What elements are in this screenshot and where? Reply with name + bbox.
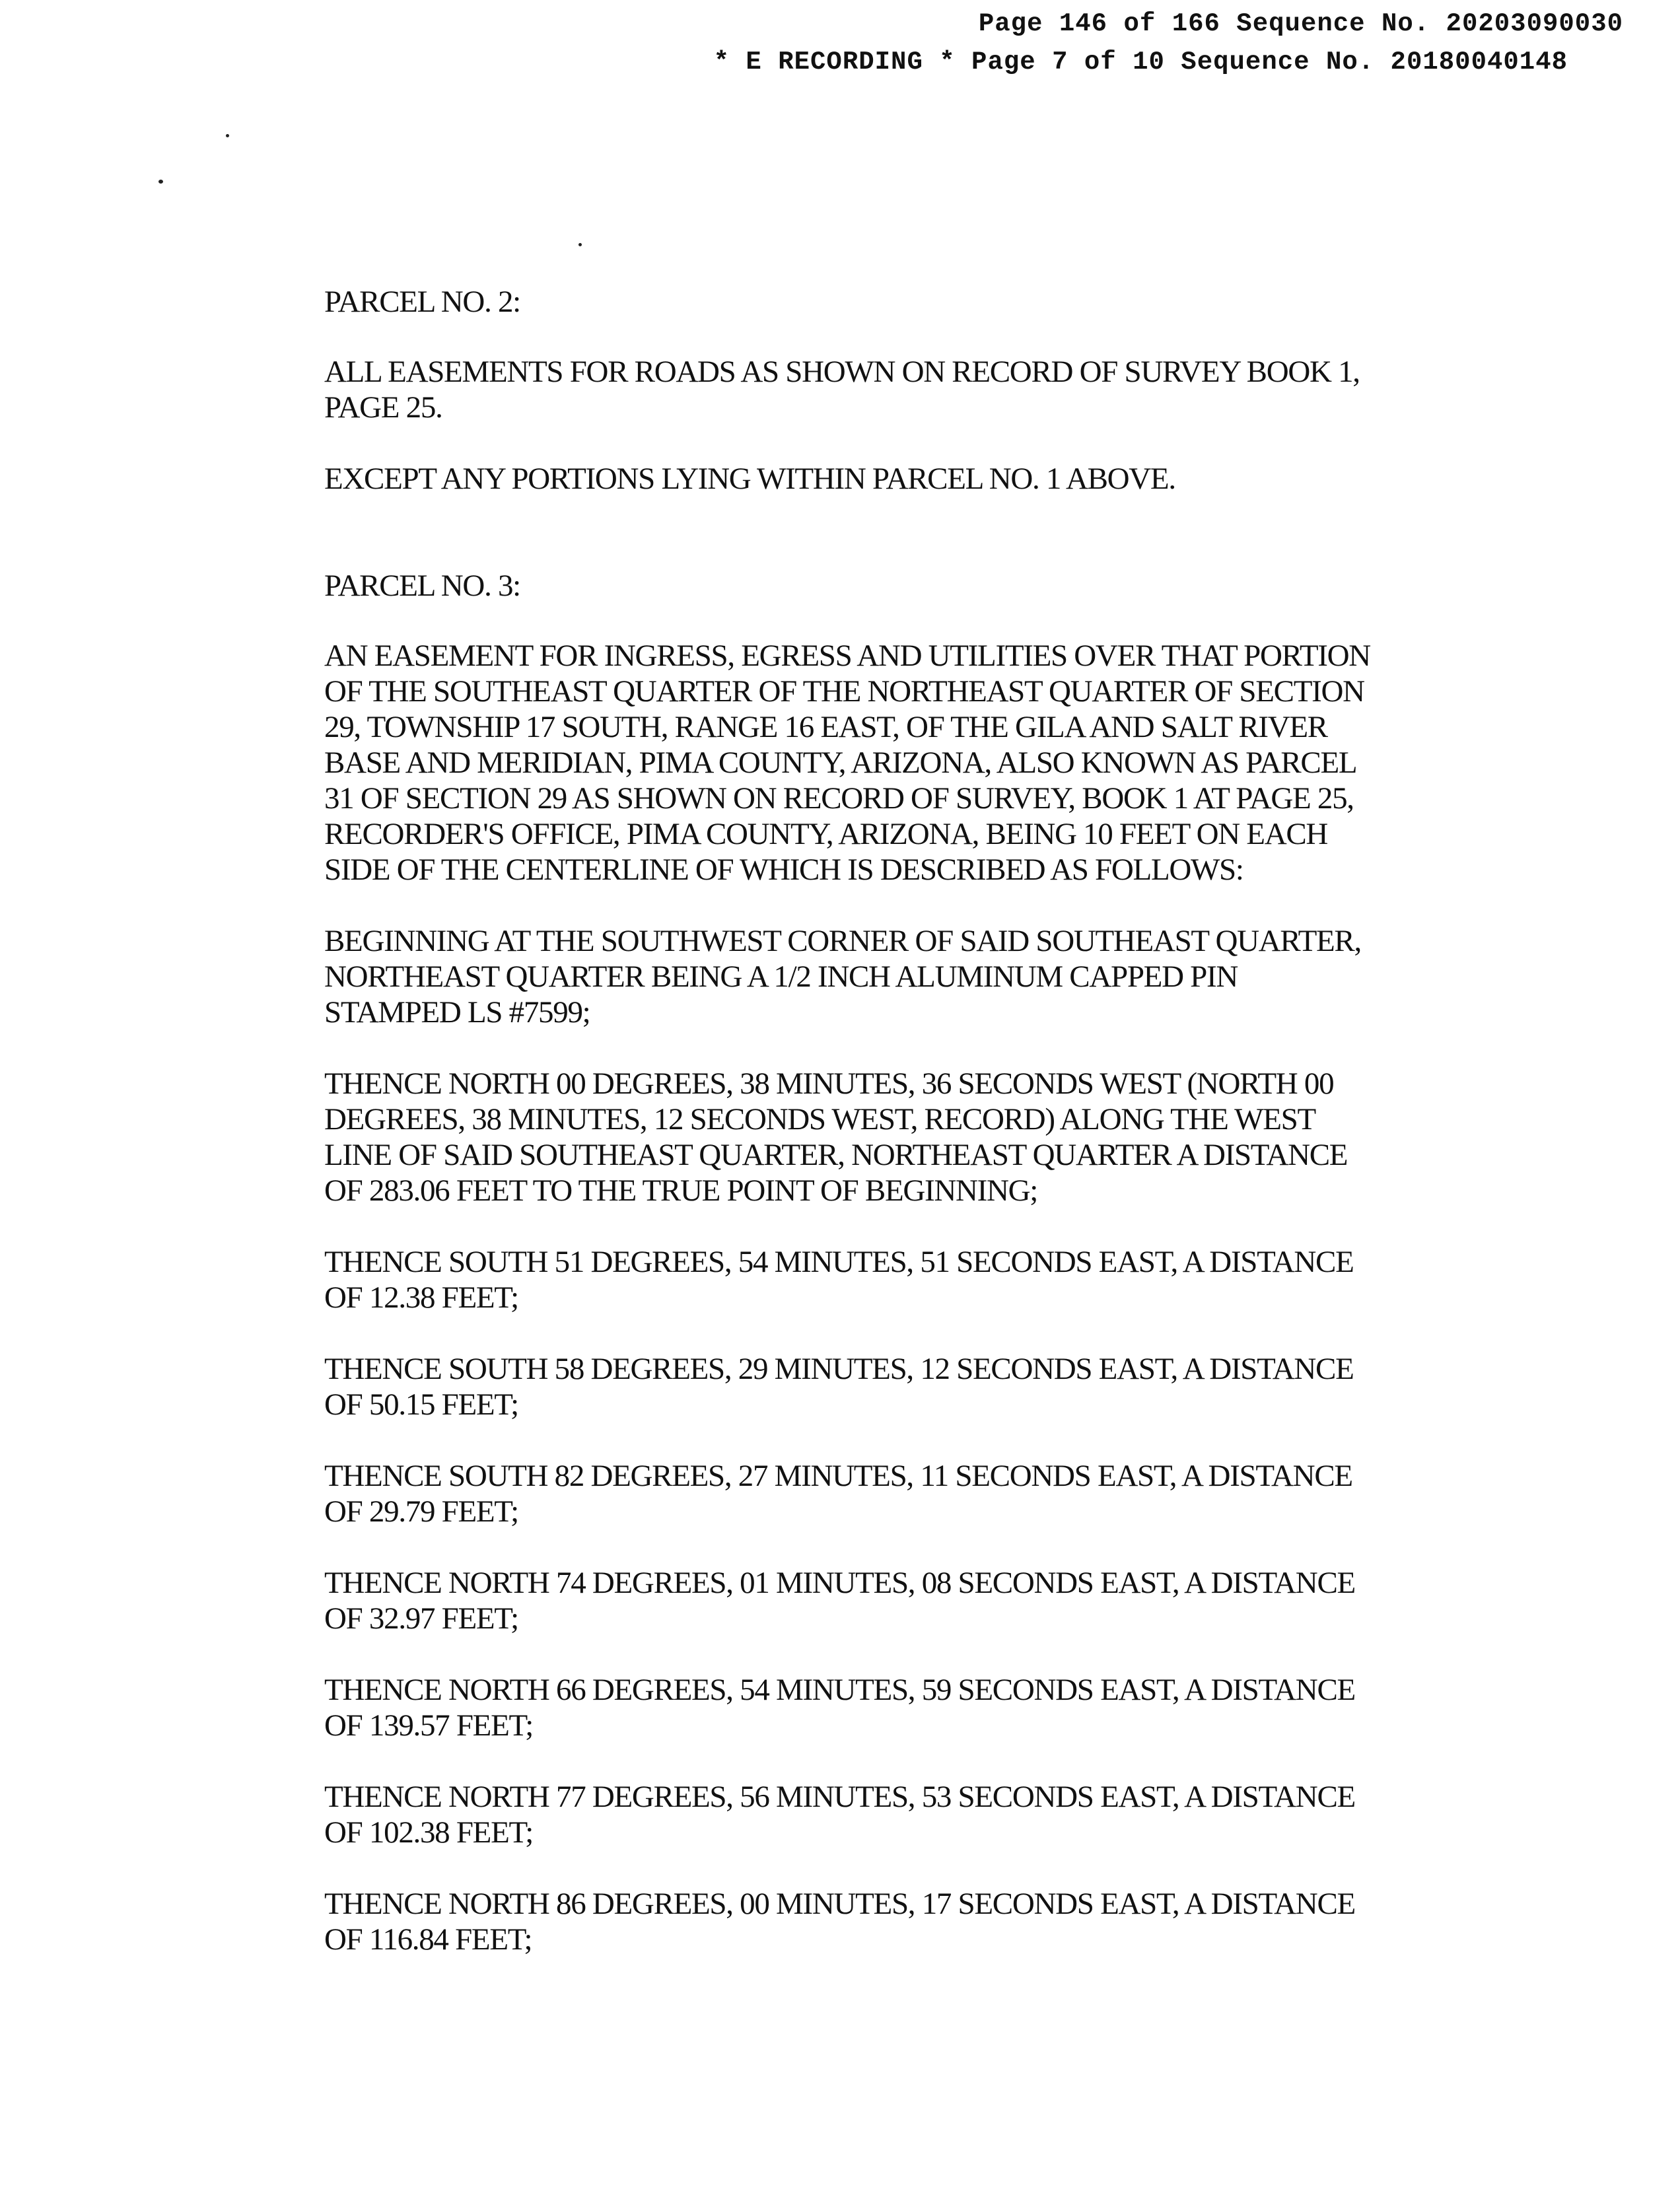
parcel-3-paragraph-easement: AN EASEMENT FOR INGRESS, EGRESS AND UTILITIES OVER THAT PORTION OF THE SOUTHEAST QUARTER OF THE NORTHEAST QUARTER OF SECTION 29, TOWNSHIP 17 SOUTH, RANGE 16 EAST, OF THE GILA AND SALT RIVER BASE AND MERIDIAN, PIMA COUNTY, ARIZONA, ALSO KNOWN AS PARCEL 31 OF SECTION 29 AS SHOWN ON RECORD OF SURVEY, BOOK 1 AT PAGE 25, RECORDER'S OFFICE, PIMA COUNTY, ARIZONA, BEING 10 FEET ON EACH SIDE OF THE CENTERLINE OF WHICH IS DESCRIBED AS FOLLOWS: bbox=[324, 639, 1370, 887]
parcel-3-paragraph-course: THENCE NORTH 77 DEGREES, 56 MINUTES, 53 SECONDS EAST, A DISTANCE OF 102.38 FEET; bbox=[324, 1780, 1355, 1850]
parcel-2-paragraph-except: EXCEPT ANY PORTIONS LYING WITHIN PARCEL NO. 1 ABOVE. bbox=[324, 462, 1175, 496]
parcel-2-paragraph-roads: ALL EASEMENTS FOR ROADS AS SHOWN ON RECORD OF SURVEY BOOK 1, PAGE 25. bbox=[324, 355, 1360, 425]
document-body bbox=[324, 284, 1500, 1993]
parcel-3-paragraph-course: THENCE SOUTH 82 DEGREES, 27 MINUTES, 11 SECONDS EAST, A DISTANCE OF 29.79 FEET; bbox=[324, 1459, 1352, 1529]
scan-speck bbox=[578, 243, 582, 246]
parcel-3-paragraph-course: THENCE SOUTH 51 DEGREES, 54 MINUTES, 51 SECONDS EAST, A DISTANCE OF 12.38 FEET; bbox=[324, 1245, 1354, 1315]
parcel-3-paragraph-course: THENCE SOUTH 58 DEGREES, 29 MINUTES, 12 SECONDS EAST, A DISTANCE OF 50.15 FEET; bbox=[324, 1352, 1354, 1422]
parcel-3-paragraph-course: THENCE NORTH 74 DEGREES, 01 MINUTES, 08 SECONDS EAST, A DISTANCE OF 32.97 FEET; bbox=[324, 1566, 1355, 1636]
recording-stamp-line-1: Page 146 of 166 Sequence No. 20203090030 bbox=[978, 9, 1623, 38]
scan-speck bbox=[226, 134, 229, 137]
parcel-2-heading: PARCEL NO. 2: bbox=[324, 285, 520, 319]
parcel-3-heading: PARCEL NO. 3: bbox=[324, 569, 520, 603]
recording-stamp-line-2: * E RECORDING * Page 7 of 10 Sequence No. 20180040148 bbox=[713, 48, 1568, 77]
parcel-3-paragraph-beginning: BEGINNING AT THE SOUTHWEST CORNER OF SAID SOUTHEAST QUARTER, NORTHEAST QUARTER BEING A 1/2 INCH ALUMINUM CAPPED PIN STAMPED LS #7599; bbox=[324, 924, 1361, 1030]
scan-speck bbox=[158, 180, 163, 184]
parcel-3-paragraph-course: THENCE NORTH 86 DEGREES, 00 MINUTES, 17 SECONDS EAST, A DISTANCE OF 116.84 FEET; bbox=[324, 1887, 1355, 1957]
parcel-3-paragraph-course: THENCE NORTH 00 DEGREES, 38 MINUTES, 36 SECONDS WEST (NORTH 00 DEGREES, 38 MINUTES, 12 SECONDS WEST, RECORD) ALONG THE WEST LINE OF SAID SOUTHEAST QUARTER, NORTHEAST QUARTER A DISTANCE OF 283.06 FEET TO THE TRUE POINT OF BEGINNING; bbox=[324, 1066, 1348, 1208]
parcel-3-paragraph-course: THENCE NORTH 66 DEGREES, 54 MINUTES, 59 SECONDS EAST, A DISTANCE OF 139.57 FEET; bbox=[324, 1673, 1355, 1743]
